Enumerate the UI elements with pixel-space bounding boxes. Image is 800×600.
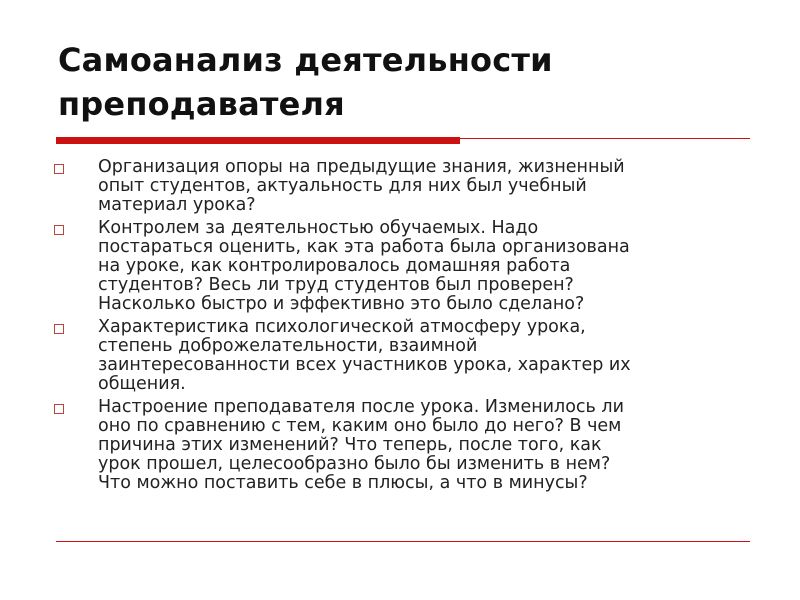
- title-underline-thin: [460, 138, 750, 139]
- hollow-square-bullet-icon: [54, 164, 64, 174]
- bullet-list: [54, 158, 744, 497]
- hollow-square-bullet-icon: [54, 225, 64, 235]
- hollow-square-bullet-icon: [54, 324, 64, 334]
- slide-title: Самоанализ деятельности преподавателя: [58, 41, 553, 123]
- bullet-item: [54, 318, 744, 394]
- footer-rule: [56, 541, 750, 542]
- bullet-item: [54, 158, 744, 215]
- hollow-square-bullet-icon: [54, 404, 64, 414]
- bullet-text: Настроение преподавателя после урока. Изменилось ли оно по сравнению с тем, каким оно было до него? В чем причина этих изменений? Что теперь, после того, как урок прошел, целесообразно было бы изменить в нем? Что можно поставить себе в плюсы, а что в минусы?: [98, 397, 624, 493]
- title-underline-thick: [56, 137, 460, 144]
- bullet-text: Характеристика психологической атмосферу урока, степень доброжелательности, взаимной заинтересованности всех участников урока, характер их общения.: [98, 317, 631, 394]
- bullet-item: [54, 398, 744, 493]
- bullet-item: [54, 219, 744, 314]
- bullet-text: Контролем за деятельностью обучаемых. Надо постараться оценить, как эта работа была организована на уроке, как контролировалось домашняя работа студентов? Весь ли труд студентов был проверен? Насколько быстро и эффективно это было сделано?: [98, 218, 630, 314]
- bullet-text: Организация опоры на предыдущие знания, жизненный опыт студентов, актуальность для них был учебный материал урока?: [98, 157, 625, 215]
